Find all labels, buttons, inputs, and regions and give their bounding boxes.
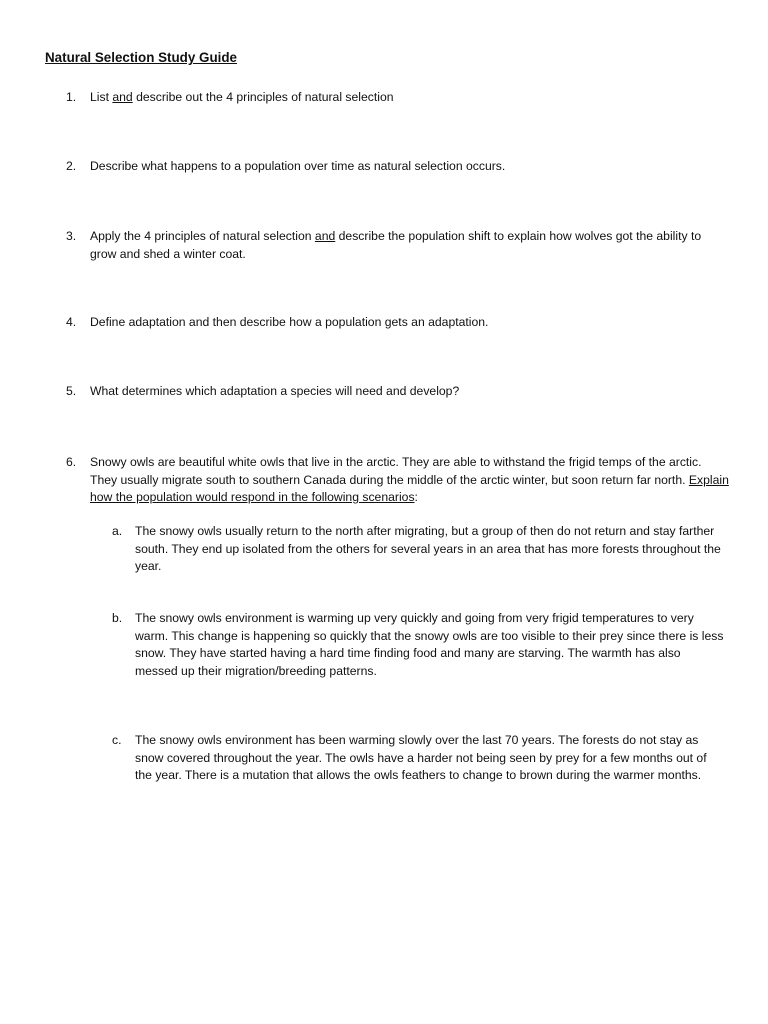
underlined-emphasis: and — [314, 229, 336, 243]
question-text: Describe what happens to a population over time as natural selection occurs. — [90, 159, 506, 173]
question-text: Define adaptation and then describe how a population gets an adaptation. — [90, 315, 489, 329]
question-text — [90, 228, 730, 263]
underlined-instruction: Explain how the population would respond in the following scenarios — [90, 472, 729, 504]
underlined-emphasis: and — [112, 90, 133, 104]
question-number: 2. — [66, 159, 77, 173]
question-intro: Snowy owls are beautiful white owls that live in the arctic. They are able to withstand the frigid temps of the arctic. They usually migrate south to southern Canada during the middle of the arctic winter, but soon return far north. — [90, 455, 702, 487]
scenario-letter: b. — [112, 611, 123, 625]
question-number: 4. — [66, 315, 77, 329]
question-text — [90, 454, 730, 507]
question-text-part: List — [90, 90, 113, 104]
question-number: 3. — [66, 229, 77, 243]
question-text-part: Apply the 4 principles of natural selection — [90, 229, 315, 243]
question-number: 5. — [66, 384, 77, 398]
instruction-colon: : — [414, 490, 418, 504]
question-text: What determines which adaptation a species will need and develop? — [90, 384, 460, 398]
question-text-part: describe the population shift to explain how wolves got the ability to grow and shed a winter coat. — [90, 229, 702, 261]
page-title: Natural Selection Study Guide — [45, 50, 237, 65]
question-number: 1. — [66, 90, 77, 104]
scenario-letter: a. — [112, 524, 123, 538]
scenario-letter: c. — [112, 733, 122, 747]
scenario-text: The snowy owls environment has been warming slowly over the last 70 years. The forests do not stay as snow covered throughout the year. The owls have a harder not being seen by prey for a few months out of the year. There is a mutation that allows the owls feathers to change to brown during the warmer months. — [135, 733, 707, 782]
question-text — [90, 89, 730, 107]
question-text-part: describe out the 4 principles of natural selection — [132, 90, 394, 104]
question-number: 6. — [66, 455, 77, 469]
scenario-text: The snowy owls environment is warming up very quickly and going from very frigid temperatures to very warm. This change is happening so quickly that the snowy owls are too visible to their prey since there is less snow. They have started having a hard time finding food and many are starving. The warmth has also messed up their migration/breeding patterns. — [135, 611, 724, 678]
scenario-text: The snowy owls usually return to the north after migrating, but a group of then do not return and stay farther south. They end up isolated from the others for several years in an area that has more forests throughout the year. — [135, 524, 721, 573]
